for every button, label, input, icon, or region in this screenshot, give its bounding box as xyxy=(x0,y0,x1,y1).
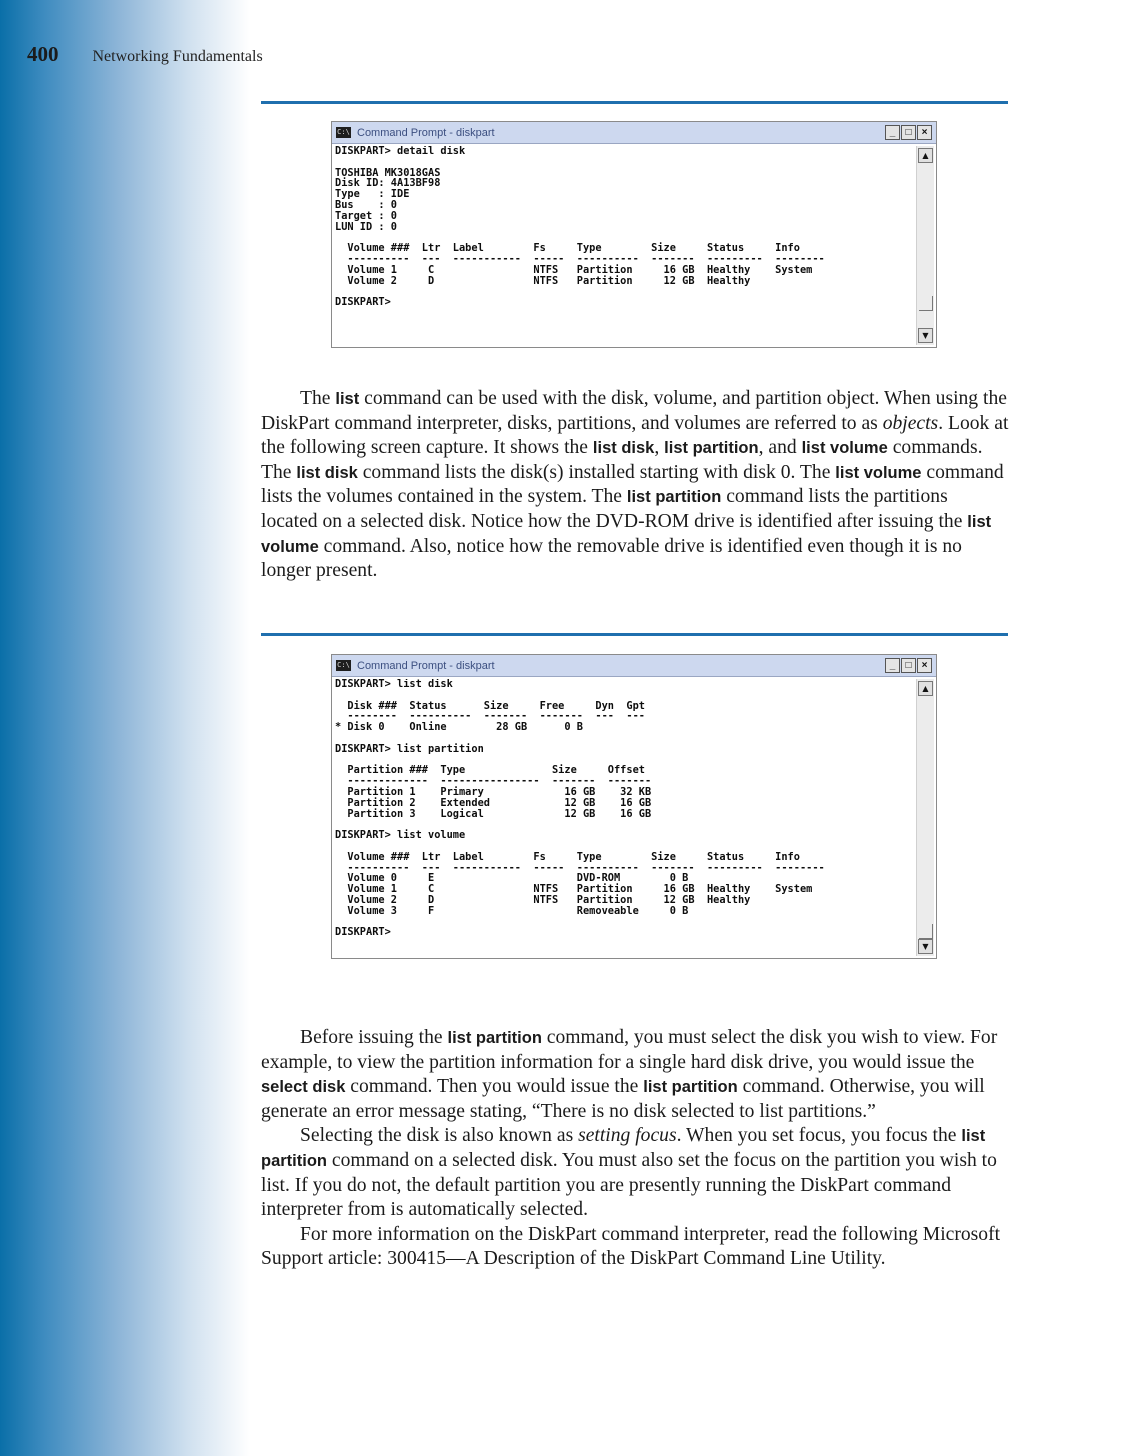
figure-rule-top xyxy=(261,101,1008,104)
scroll-thumb[interactable] xyxy=(919,296,933,311)
scroll-up-arrow-icon[interactable]: ▲ xyxy=(918,148,933,163)
scroll-down-arrow-icon[interactable]: ▼ xyxy=(918,939,933,954)
command-term: select disk xyxy=(261,1078,346,1097)
body-paragraph-2: Before issuing the list partition command, you must select the disk you wish to view. For example, to view the partition information for a single hard disk drive, you would issue the select disk command. Then you would issue the list partition command. Otherwise, you will generate an error message stating, “There is no disk selected to list partitions.” xyxy=(261,1027,998,1122)
window-title: Command Prompt - diskpart xyxy=(357,126,495,139)
command-term: list xyxy=(335,390,360,408)
console-icon: C:\ xyxy=(337,128,350,136)
vertical-scrollbar[interactable] xyxy=(916,146,934,345)
console-text: DISKPART> list disk Disk ### Status Size Free Dyn Gpt -------- ---------- ------- ------- --- --- * Disk 0 Online 28 GB 0 B DISKPART> list partition Partition ### Type Size Offset ------------- ---------------- ------- ------- Partition 1 Primary 16 GB 32 KB Partition 2 Extended 12 GB 16 GB Partition 3 Logical 12 GB 16 GB DISKPART> list volume Volume ### Ltr Label Fs Type Size Status Info ---------- --- ----------- ----- ---------- ------- --------- -------- Volume 0 E DVD-ROM 0 B Volume 1 C NTFS Partition 16 GB Healthy System Volume 2 D NTFS Partition 12 GB Healthy Volume 3 F Removeable 0 B DISKPART> xyxy=(335,679,825,939)
running-title: Networking Fundamentals xyxy=(92,48,263,65)
command-term: list partition xyxy=(626,488,722,507)
command-term: list volume xyxy=(261,512,992,556)
console-text: DISKPART> detail disk TOSHIBA MK3018GAS Disk ID: 4A13BF98 Type : IDE Bus : 0 Target : 0 LUN ID : 0 Volume ### Ltr Label Fs Type Size Status Info ---------- --- ----------- ----- ---------- ------- --------- -------- Volume 1 C NTFS Partition 16 GB Healthy System Volume 2 D NTFS Partition 12 GB Healthy DISKPART> xyxy=(335,146,825,309)
page-header xyxy=(27,42,263,67)
console-icon: C:\ xyxy=(337,661,350,669)
close-icon[interactable]: × xyxy=(917,125,932,140)
command-term: list volume xyxy=(801,439,888,458)
body-paragraph-4: For more information on the DiskPart command interpreter, read the following Microsoft Support article: 300415—A Description of the DiskPart Command Line Utility. xyxy=(261,1223,1001,1270)
body-paragraph-3: Selecting the disk is also known as setting focus. When you set focus, you focus the list partition command on a selected disk. You must also set the focus on the partition you wish to list. If you do not, the default partition you are presently running the DiskPart command interpreter from is automatically selected. xyxy=(261,1125,997,1221)
scroll-thumb[interactable] xyxy=(919,924,933,939)
scroll-up-arrow-icon[interactable]: ▲ xyxy=(918,681,933,696)
vertical-scrollbar[interactable] xyxy=(916,679,934,956)
maximize-icon[interactable]: □ xyxy=(901,125,916,140)
body-text-block xyxy=(261,1026,1009,1272)
window-title: Command Prompt - diskpart xyxy=(357,659,495,672)
command-term: list partition xyxy=(643,1078,738,1097)
figure-rule-middle xyxy=(261,633,1008,636)
italic-term: setting focus xyxy=(578,1125,677,1147)
italic-term: objects xyxy=(882,412,939,434)
close-icon[interactable]: × xyxy=(917,658,932,673)
minimize-icon[interactable]: _ xyxy=(885,125,900,140)
window-titlebar xyxy=(332,655,936,677)
scroll-down-arrow-icon[interactable]: ▼ xyxy=(918,328,933,343)
command-prompt-window-list-commands xyxy=(331,654,937,959)
maximize-icon[interactable]: □ xyxy=(901,658,916,673)
side-gradient-band xyxy=(0,0,250,1456)
console-output[interactable] xyxy=(335,146,914,345)
command-term: list partition xyxy=(261,1127,986,1170)
body-paragraph-1 xyxy=(261,387,1009,584)
console-output[interactable] xyxy=(335,679,914,956)
command-term: list partition xyxy=(447,1029,542,1047)
command-term: list volume xyxy=(835,463,922,482)
page-number: 400 xyxy=(27,42,59,66)
command-term: list disk xyxy=(592,439,655,458)
command-term: list partition xyxy=(664,439,759,458)
window-titlebar xyxy=(332,122,936,144)
command-term: list disk xyxy=(296,463,358,482)
paragraph-text: The list command can be used with the disk, volume, and partition object. When using the DiskPart command interpreter, disks, partitions, and volumes are referred to as objects. Look at the following screen capture. It shows the list disk, list partition, and list volume commands. The list disk command lists the disk(s) installed starting with disk 0. The list volume command lists the volumes contained in the system. The list partition command lists the partitions located on a selected disk. Notice how the DVD-ROM drive is identified after issuing the list volume command. Also, notice how the removable drive is identified even though it is no longer present. xyxy=(261,388,1009,582)
command-prompt-window-detail-disk xyxy=(331,121,937,348)
minimize-icon[interactable]: _ xyxy=(885,658,900,673)
